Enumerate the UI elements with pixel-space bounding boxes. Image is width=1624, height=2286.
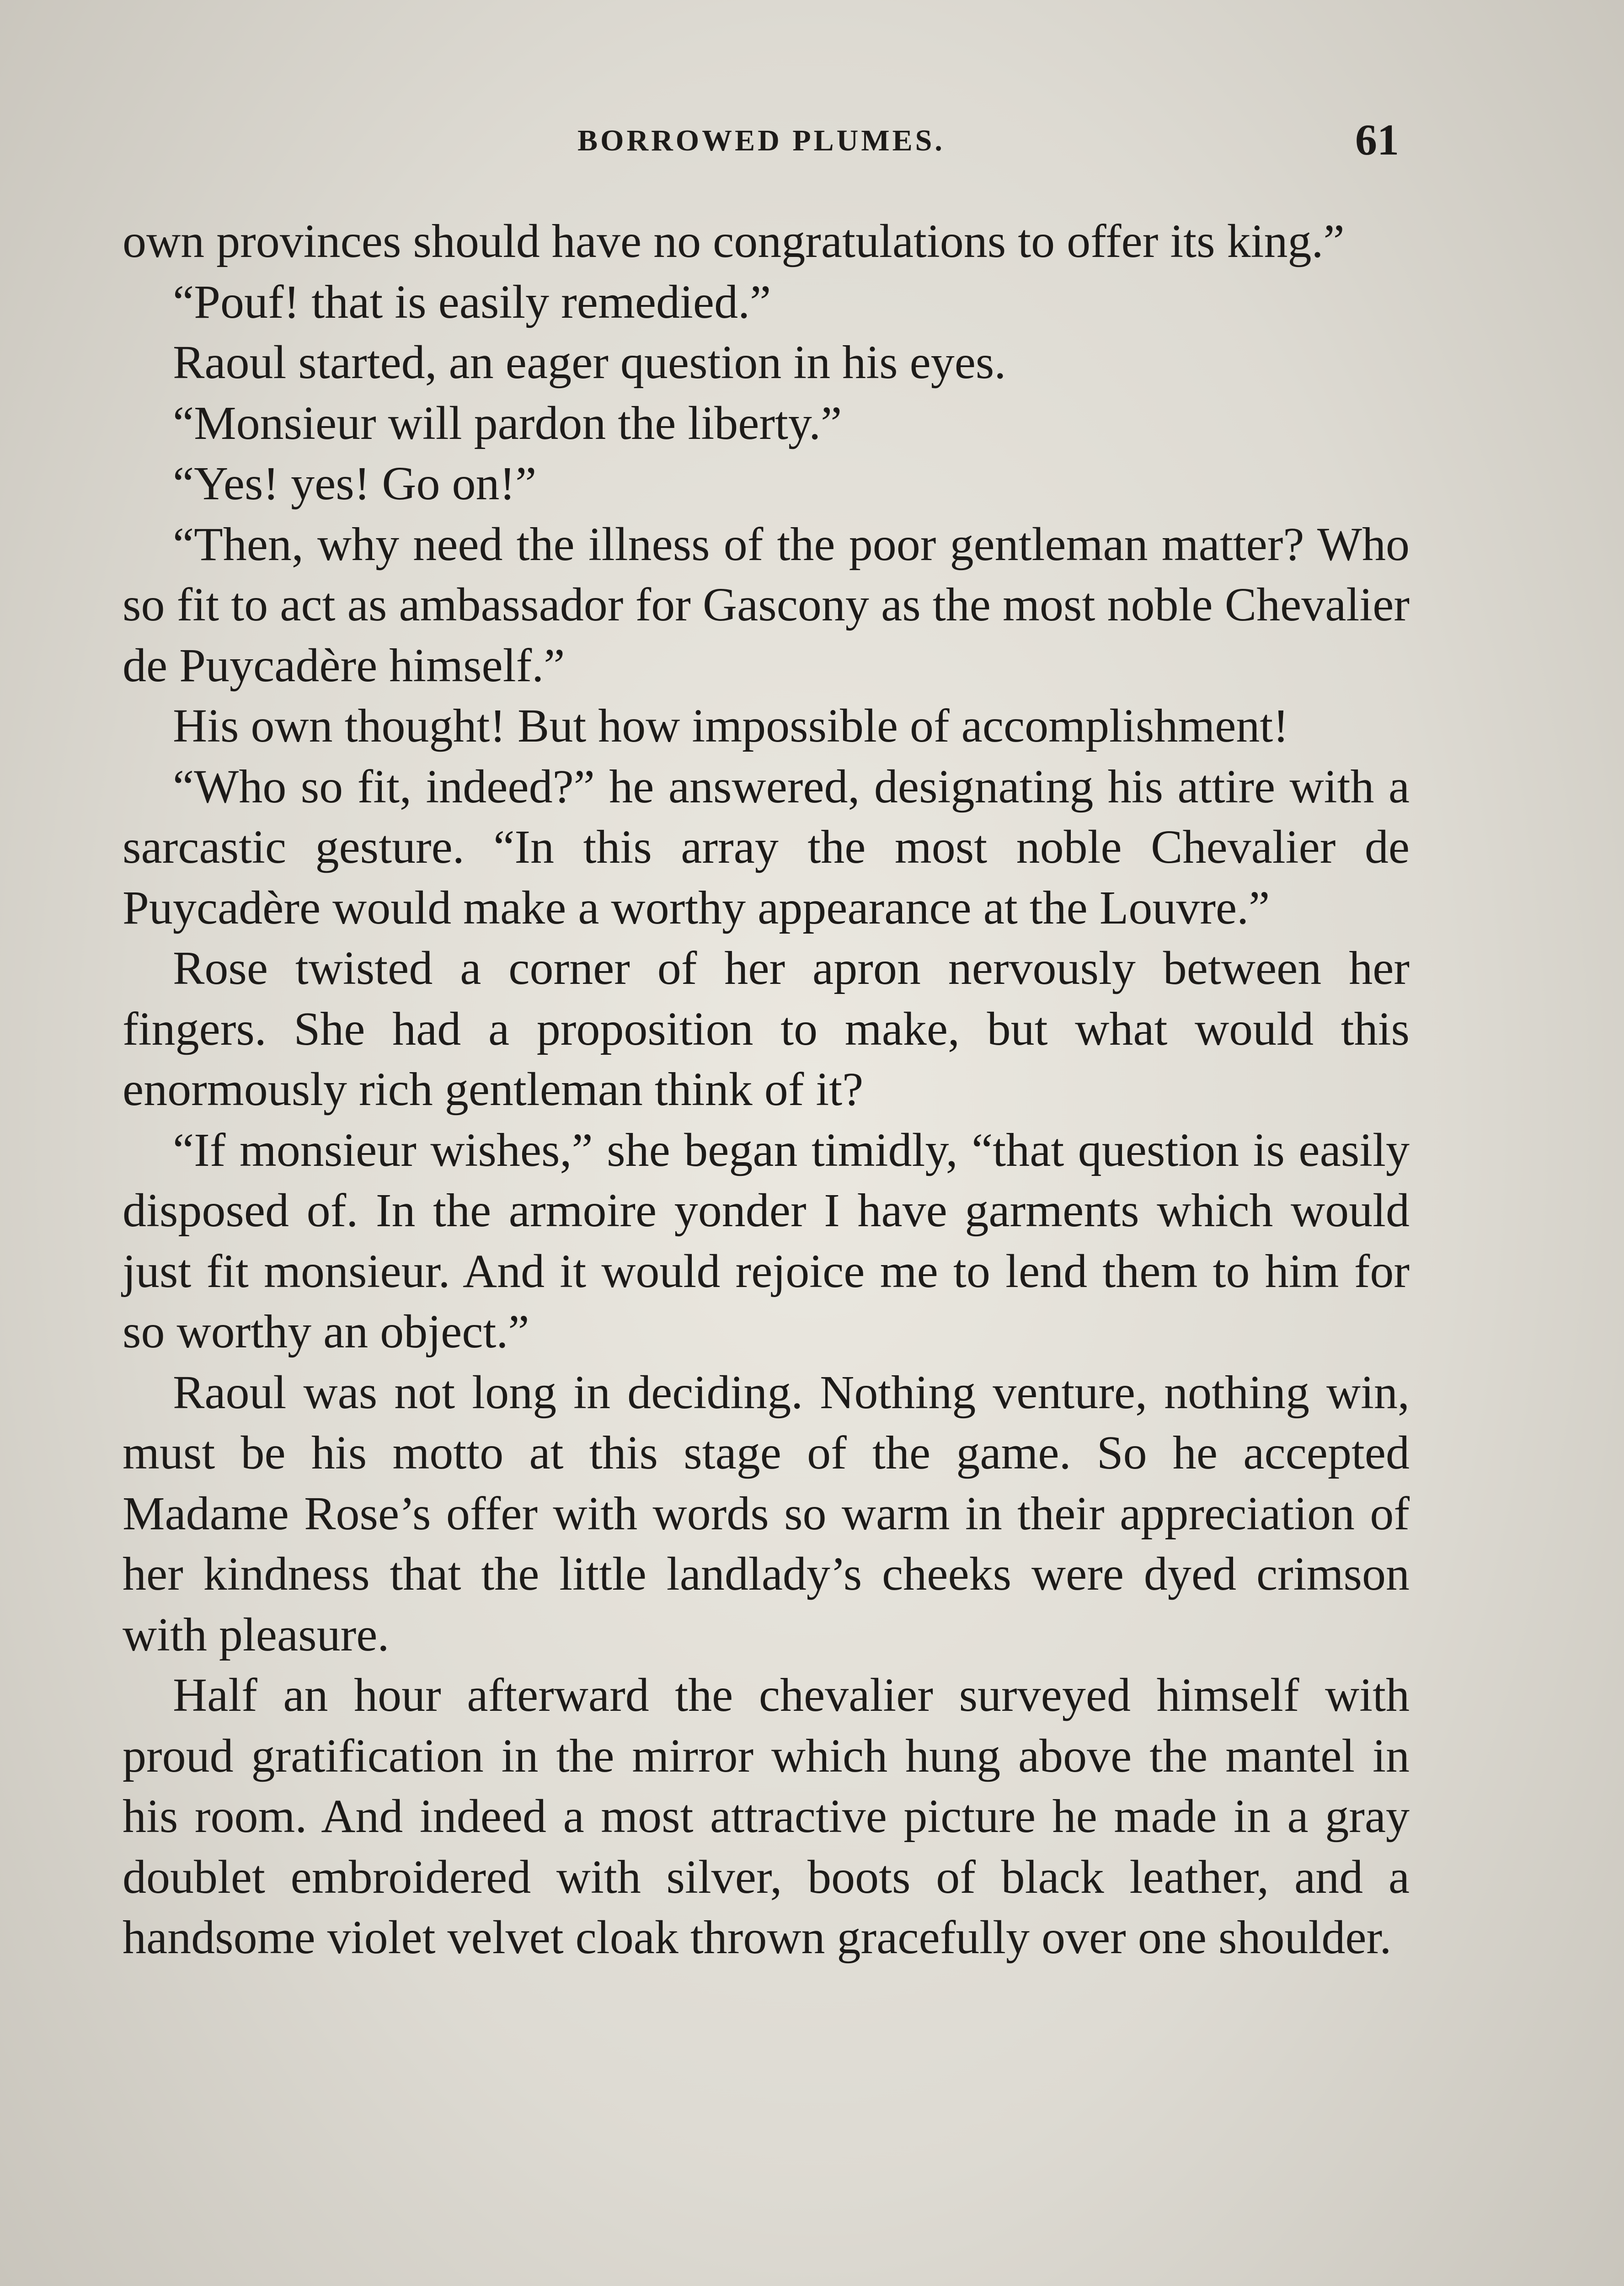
paragraph: “Monsieur will pardon the liberty.” xyxy=(173,396,842,449)
running-head: BORROWED PLUMES. xyxy=(577,124,945,157)
paragraph: Half an hour afterward the chevalier surveyed himself with proud gratification in the mirror which hung above the mantel in his room. And indeed a most attractive picture he made in a gray doublet embroidered with silver, boots of black leather, and a handsome violet velvet cloak thrown gracefully over one shoulder. xyxy=(123,1669,1410,1964)
paragraph: own provinces should have no congratulations to offer its king.” xyxy=(123,215,1345,267)
paragraph: “If monsieur wishes,” she began timidly, “that question is easily disposed of. In the armoire yonder I have garments which would just fit monsieur. And it would rejoice me to lend them to him for so worthy an object.” xyxy=(123,1123,1410,1358)
paragraph: “Yes! yes! Go on!” xyxy=(173,457,537,510)
paragraph: Raoul started, an eager question in his eyes. xyxy=(173,336,1006,389)
paragraph: His own thought! But how impossible of accomplishment! xyxy=(173,700,1289,752)
page-number: 61 xyxy=(1355,115,1399,164)
paragraph: Rose twisted a corner of her apron nervously between her fingers. She had a proposition to make, but what would this enormously rich gentleman think of it? xyxy=(123,942,1410,1116)
paragraph: Raoul was not long in deciding. Nothing venture, nothing win, must be his motto at this stage of the game. So he accepted Madame Rose’s offer with words so warm in their appreciation of her kindness that the little landlady’s cheeks were dyed crimson with pleasure. xyxy=(123,1366,1410,1661)
paragraph: “Then, why need the illness of the poor gentleman matter? Who so fit to act as ambassador for Gascony as the most noble Chevalier de Puycadère himself.” xyxy=(123,518,1410,692)
paragraph: “Pouf! that is easily remedied.” xyxy=(173,275,771,328)
body-text xyxy=(123,211,1410,1968)
paragraph: “Who so fit, indeed?” he answered, designating his attire with a sarcastic gesture. “In this array the most noble Chevalier de Puycadère would make a worthy appearance at the Louvre.” xyxy=(123,760,1410,934)
page-header xyxy=(123,114,1399,169)
